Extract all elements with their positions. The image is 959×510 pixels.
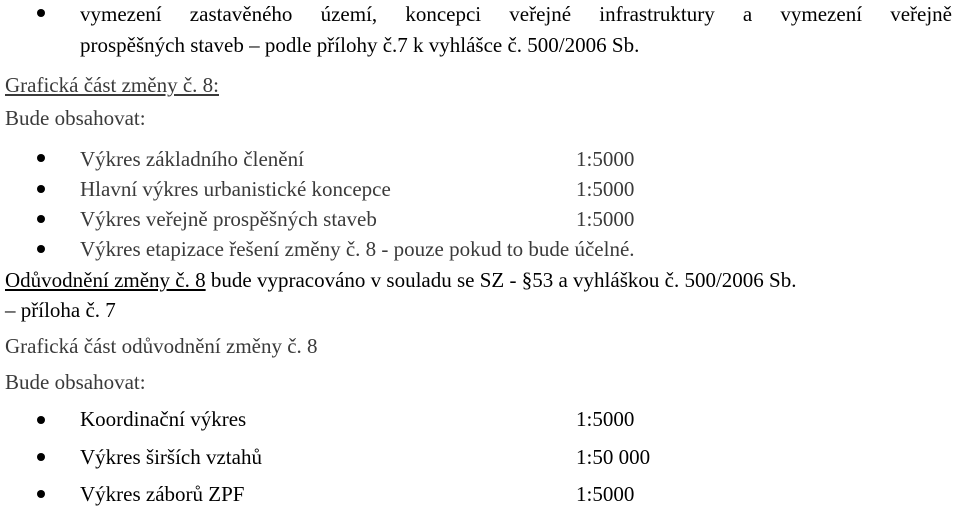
- bullet-icon: [37, 416, 45, 424]
- graphic-part-heading: Grafická část změny č. 8:: [5, 73, 219, 97]
- bullet-icon: [37, 185, 45, 193]
- graphic-justification-item-label: Výkres širších vztahů: [80, 445, 262, 469]
- bullet-icon: [37, 245, 45, 253]
- graphic-justification-item-scale: 1:5000: [576, 407, 635, 431]
- graphic-justification-item-label: Koordinační výkres: [80, 407, 247, 431]
- bullet-icon: [37, 490, 45, 498]
- graphic-item-label: Hlavní výkres urbanistické koncepce: [80, 177, 391, 201]
- graphic-justification-heading: Grafická část odůvodnění změny č. 8: [5, 334, 318, 358]
- bullet-icon: [37, 154, 45, 162]
- graphic-justification-item-scale: 1:5000: [576, 482, 635, 506]
- graphic-item-scale: 1:5000: [576, 147, 635, 171]
- graphic-item-scale: 1:5000: [576, 177, 635, 201]
- bullet-icon: [37, 9, 45, 17]
- bullet-icon: [37, 453, 45, 461]
- justification-heading: Odůvodnění změny č. 8: [5, 268, 206, 292]
- bullet-icon: [37, 215, 45, 223]
- graphic-item-label: Výkres veřejně prospěšných staveb: [80, 207, 377, 231]
- graphic-justification-item-scale: 1:50 000: [576, 445, 651, 469]
- graphic-part-intro: Bude obsahovat:: [5, 106, 146, 130]
- graphic-justification-intro: Bude obsahovat:: [5, 370, 146, 394]
- graphic-justification-item-label: Výkres záborů ZPF: [80, 482, 245, 506]
- graphic-item-label: Výkres etapizace řešení změny č. 8 - pouze pokud to bude účelné.: [80, 237, 635, 261]
- justification-line-2: – příloha č. 7: [5, 298, 116, 322]
- graphic-item-scale: 1:5000: [576, 207, 635, 231]
- graphic-item-label: Výkres základního členění: [80, 147, 304, 171]
- top-item-line-1: vymezení zastavěného území, koncepci veřejné infrastruktury a vymezení veřejně: [80, 2, 952, 26]
- top-item-line-2: prospěšných staveb – podle přílohy č.7 k vyhlášce č. 500/2006 Sb.: [80, 33, 640, 57]
- justification-line-1: [5, 270, 796, 291]
- justification-text: bude vypracováno v souladu se SZ - §53 a vyhláškou č. 500/2006 Sb.: [205, 268, 797, 292]
